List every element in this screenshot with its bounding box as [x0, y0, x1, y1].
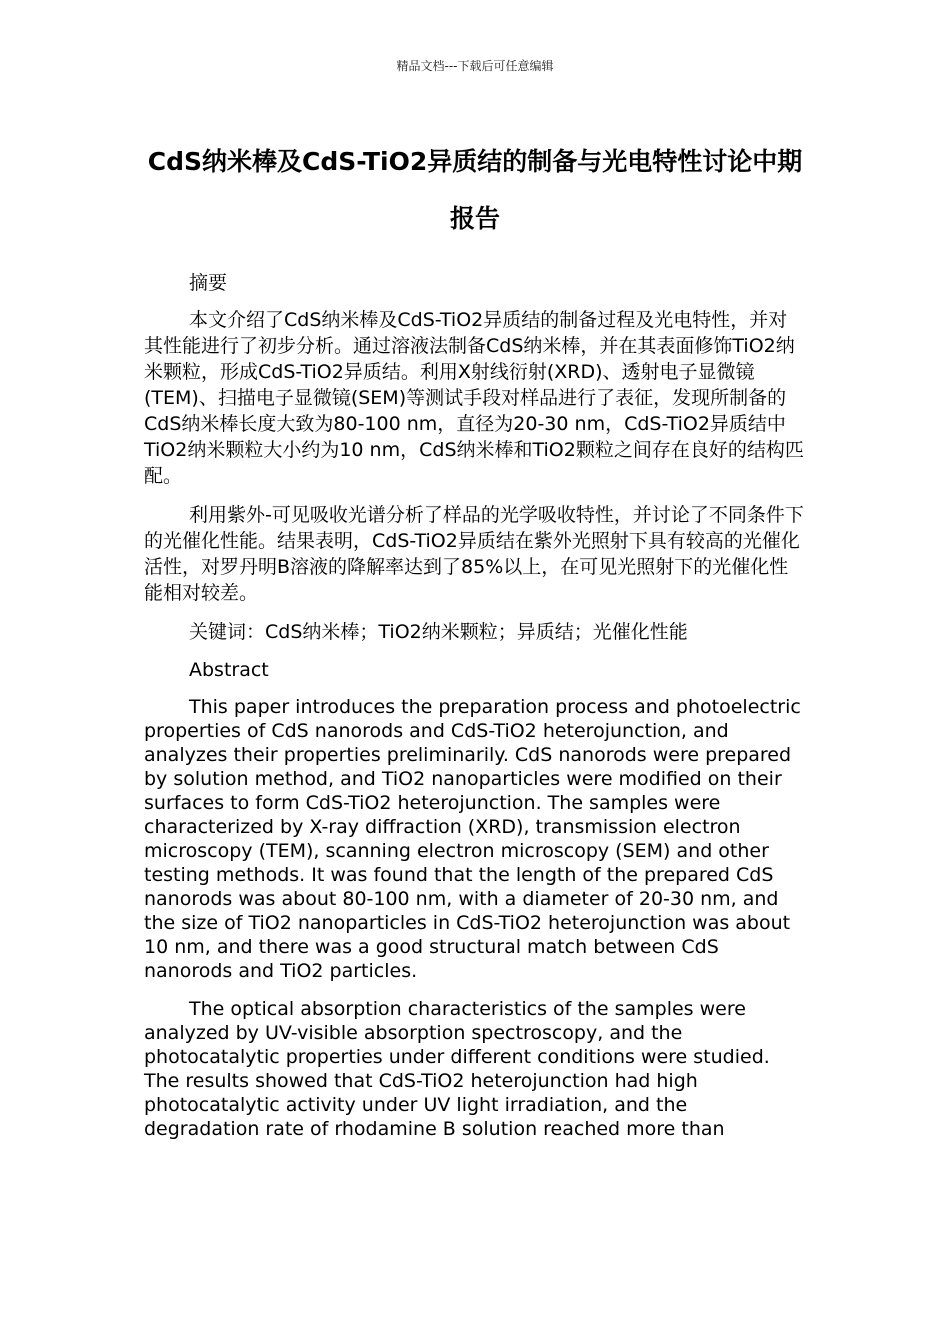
keywords-zh: 关键词：CdS纳米棒；TiO2纳米颗粒；异质结；光催化性能 — [189, 621, 688, 643]
abstract-zh-paragraph-2: 利用紫外-可见吸收光谱分析了样品的光学吸收特性，并讨论了不同条件下的光催化性能。结果表明，CdS-TiO2异质结在紫外光照射下具有较高的光催化活性，对罗丹明B溶液的降解率达到了85%以上，在可见光照射下的光催化性能相对较差。 — [144, 504, 804, 604]
document-title: CdS纳米棒及CdS-TiO2异质结的制备与光电特性讨论中期报告 — [147, 147, 803, 233]
abstract-en-paragraph-2: The optical absorption characteristics of the samples were analyzed by UV-visible absorption spectroscopy, and the photocatalytic properties under different conditions were studied. The results showed that CdS-TiO2 heterojunction had high photocatalytic activity under UV light irradiation, and the degradation rate of rhodamine B solution reached more than — [144, 998, 770, 1140]
abstract-zh-heading: 摘要 — [189, 272, 228, 294]
abstract-zh-paragraph-1: 本文介绍了CdS纳米棒及CdS-TiO2异质结的制备过程及光电特性，并对其性能进行了初步分析。通过溶液法制备CdS纳米棒，并在其表面修饰TiO2纳米颗粒，形成CdS-TiO2异质结。利用X射线衍射(XRD)、透射电子显微镜(TEM)、扫描电子显微镜(SEM)等测试手段对样品进行了表征，发现所制备的CdS纳米棒长度大致为80-100 nm，直径为20-30 nm，CdS-TiO2异质结中TiO2纳米颗粒大小约为10 nm，CdS纳米棒和TiO2颗粒之间存在良好的结构匹配。 — [144, 309, 804, 487]
abstract-en-heading: Abstract — [189, 659, 269, 681]
document-body — [144, 270, 806, 1141]
abstract-en-paragraph-1: This paper introduces the preparation process and photoelectric properties of CdS nanorods and CdS-TiO2 heterojunction, and analyzes their properties preliminarily. CdS nanorods were prepared by solution method, and TiO2 nanoparticles were modified on their surfaces to form CdS-TiO2 heterojunction. The samples were characterized by X-ray diffraction (XRD), transmission electron microscopy (TEM), scanning electron microscopy (SEM) and other testing methods. It was found that the length of the prepared CdS nanorods was about 80-100 nm, with a diameter of 20-30 nm, and the size of TiO2 nanoparticles in CdS-TiO2 heterojunction was about 10 nm, and there was a good structural match between CdS nanorods and TiO2 particles. — [144, 696, 801, 982]
page-header-note: 精品文档---下载后可任意编辑 — [396, 59, 554, 73]
